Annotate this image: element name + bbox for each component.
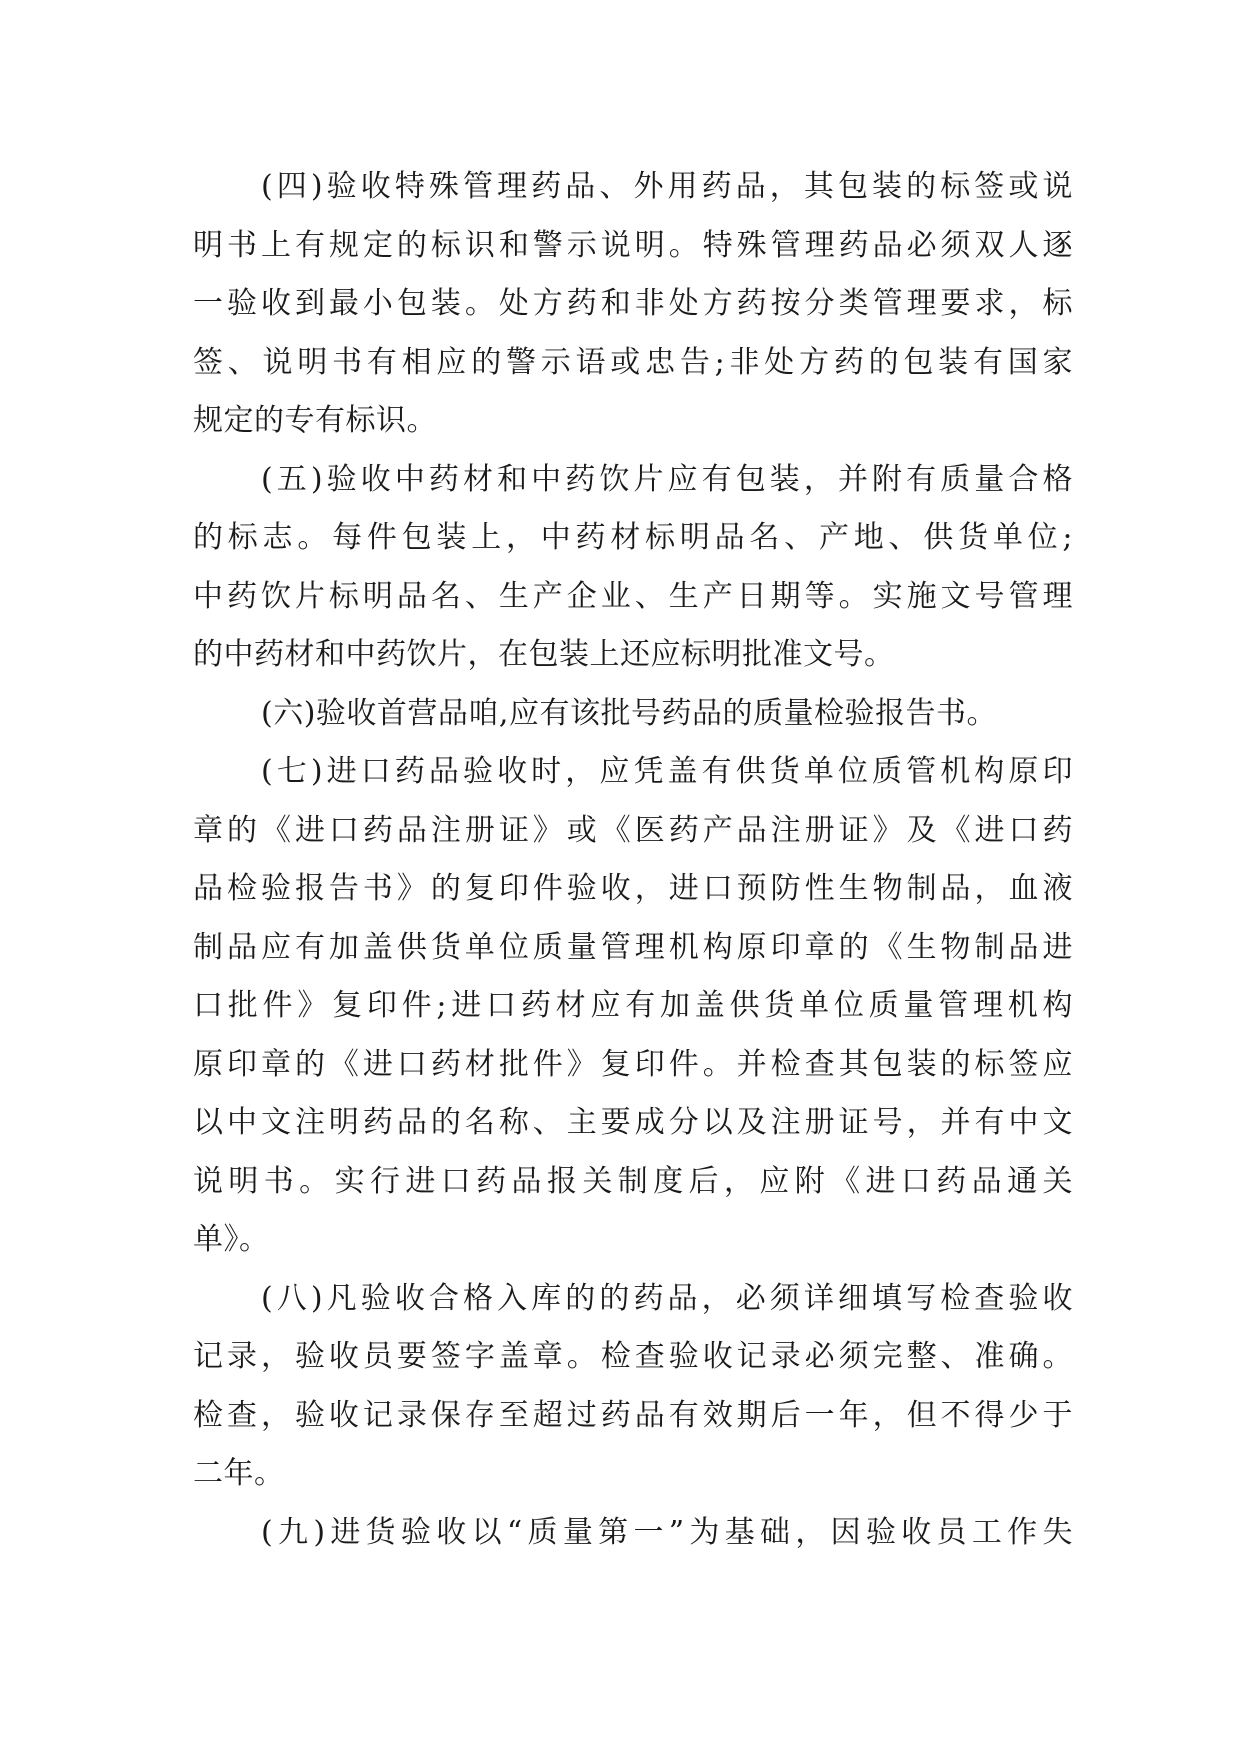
text-line: 制品应有加盖供货单位质量管理机构原印章的《生物制品进 — [193, 929, 1073, 965]
paragraph-item-8 — [193, 1270, 1073, 1504]
paragraph-item-4 — [193, 158, 1073, 451]
text-line: 说明书。实行进口药品报关制度后，应附《进口药品通关 — [193, 1163, 1073, 1199]
text-line: 原印章的《进口药材批件》复印件。并检查其包装的标签应 — [193, 1046, 1073, 1082]
text-line: 章的《进口药品注册证》或《医药产品注册证》及《进口药 — [193, 812, 1073, 848]
text-line: 的中药材和中药饮片，在包装上还应标明批准文号。 — [193, 637, 895, 672]
text-line: (七)进口药品验收时，应凭盖有供货单位质管机构原印 — [261, 754, 1073, 789]
text-line: 以中文注明药品的名称、主要成分以及注册证号，并有中文 — [193, 1105, 1073, 1140]
text-line: 二年。 — [193, 1456, 285, 1491]
text-line: (四)验收特殊管理药品、外用药品，其包装的标签或说 — [261, 169, 1073, 204]
paragraph-item-9 — [193, 1504, 1073, 1563]
text-line: 品检验报告书》的复印件验收，进口预防性生物制品，血液 — [193, 871, 1073, 906]
document-body — [193, 158, 1073, 1562]
paragraph-item-7 — [193, 743, 1073, 1270]
text-line: 签、说明书有相应的警示语或忠告;非处方药的包装有国家 — [193, 344, 1073, 380]
text-line: 一验收到最小包装。处方药和非处方药按分类管理要求，标 — [193, 286, 1073, 321]
text-line: 口批件》复印件;进口药材应有加盖供货单位质量管理机构 — [193, 988, 1073, 1023]
text-line: 记录，验收员要签字盖章。检查验收记录必须完整、准确。 — [193, 1339, 1073, 1374]
paragraph-item-6 — [193, 685, 1073, 744]
text-line: (六)验收首营品咱,应有该批号药品的质量检验报告书。 — [261, 695, 997, 731]
text-line: 的标志。每件包装上，中药材标明品名、产地、供货单位; — [193, 520, 1073, 555]
text-line: (八)凡验收合格入库的的药品，必须详细填写检查验收 — [261, 1280, 1073, 1316]
text-line: 中药饮片标明品名、生产企业、生产日期等。实施文号管理 — [193, 578, 1073, 614]
text-line: 明书上有规定的标识和警示说明。特殊管理药品必须双人逐 — [193, 227, 1073, 263]
paragraph-item-5 — [193, 451, 1073, 685]
text-line: (九)进货验收以“质量第一”为基础，因验收员工作失 — [261, 1514, 1073, 1550]
text-line: 单》。 — [193, 1222, 270, 1257]
text-line: (五)验收中药材和中药饮片应有包装，并附有质量合格 — [261, 461, 1073, 497]
text-line: 规定的专有标识。 — [193, 403, 437, 438]
text-line: 检查，验收记录保存至超过药品有效期后一年，但不得少于 — [193, 1397, 1073, 1433]
